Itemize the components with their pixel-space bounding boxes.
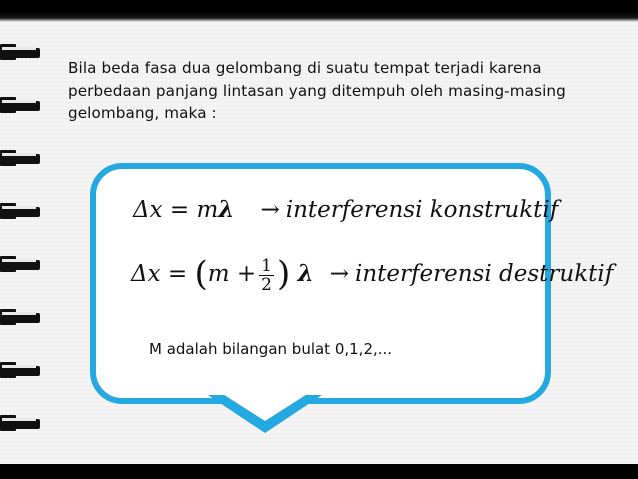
arrow-icon: →	[260, 197, 280, 223]
fraction-denominator: 2	[261, 274, 272, 295]
intro-line: gelombang, maka :	[68, 104, 217, 122]
formula-lhs: Δx =	[131, 261, 188, 287]
binding-ring-icon	[0, 309, 44, 327]
formula-lhs: Δx = m	[133, 197, 219, 223]
arrow-icon: →	[329, 261, 349, 287]
binding-ring-icon	[0, 415, 44, 433]
open-paren: (	[194, 254, 208, 294]
formula-destructive	[131, 254, 613, 294]
fraction-numerator: 1	[261, 255, 272, 276]
notebook-binding	[0, 20, 48, 460]
binding-ring-icon	[0, 44, 44, 62]
binding-ring-icon	[0, 97, 44, 115]
top-bar	[0, 0, 638, 22]
binding-ring-icon	[0, 203, 44, 221]
intro-line: Bila beda fasa dua gelombang di suatu tempat terjadi karena	[68, 59, 542, 77]
lambda-symbol: λ	[297, 260, 314, 287]
formula-description: interferensi destruktif	[354, 261, 614, 287]
binding-ring-icon	[0, 150, 44, 168]
binding-ring-icon	[0, 256, 44, 274]
intro-paragraph	[68, 57, 638, 125]
formula-m-plus: m +	[207, 261, 257, 287]
intro-line: perbedaan panjang lintasan yang ditempuh oleh masing-masing	[68, 81, 566, 100]
formula-description: interferensi konstruktif	[285, 197, 559, 223]
fraction	[259, 257, 274, 294]
note-text: M adalah bilangan bulat 0,1,2,...	[149, 340, 393, 358]
lambda-symbol: λ	[218, 196, 235, 223]
formula-constructive	[133, 196, 558, 223]
binding-ring-icon	[0, 362, 44, 380]
close-paren: )	[276, 254, 291, 294]
